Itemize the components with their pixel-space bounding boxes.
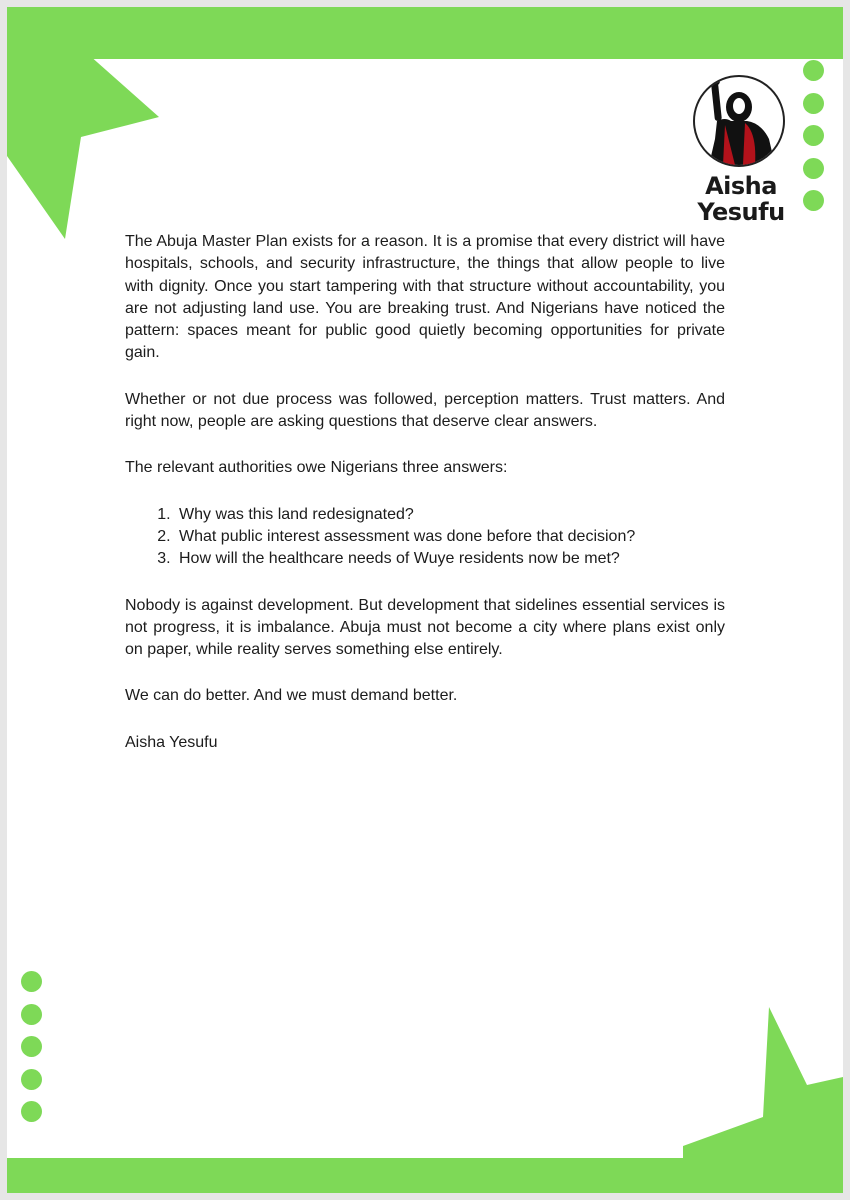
logo-name-first: Aisha bbox=[705, 172, 777, 200]
paragraph-three-answers: The relevant authorities owe Nigerians three answers: bbox=[125, 459, 508, 477]
signature: Aisha Yesufu bbox=[125, 733, 218, 751]
decorative-dot bbox=[803, 125, 824, 146]
decorative-dot bbox=[21, 1069, 42, 1090]
decorative-dot bbox=[803, 93, 824, 114]
bottom-green-band bbox=[7, 1158, 843, 1193]
list-item: 1. Why was this land redesignated? bbox=[175, 504, 725, 526]
logo-name-last: Yesufu bbox=[697, 198, 785, 226]
bottom-right-star-decoration bbox=[683, 1007, 843, 1158]
paragraph-perception: Whether or not due process was followed, perception matters. Trust matters. And right now, people are asking questions that deserve clear answers. bbox=[125, 390, 725, 431]
decorative-dot bbox=[21, 1101, 42, 1122]
letter-page bbox=[7, 7, 843, 1193]
decorative-dot bbox=[803, 60, 824, 81]
list-item: 2. What public interest assessment was done before that decision? bbox=[175, 526, 725, 548]
paragraph-master-plan: The Abuja Master Plan exists for a reason. It is a promise that every district will have hospitals, schools, and security infrastructure, the things that allow people to live with dignity. Once you start tampering with that structure without accountability, you are not adjusting land use. You are breaking trust. And Nigerians have noticed the pattern: spaces meant for public good quietly becoming opportunities for private gain. bbox=[125, 233, 725, 362]
decorative-dot bbox=[21, 971, 42, 992]
decorative-dot bbox=[21, 1004, 42, 1025]
paragraph-demand-better: We can do better. And we must demand better. bbox=[125, 687, 458, 705]
logo-emblem bbox=[693, 75, 785, 167]
paragraph-development: Nobody is against development. But development that sidelines essential services is not progress, it is imbalance. Abuja must not become a city where plans exist only on paper, while reality serves something else entirely. bbox=[125, 596, 725, 659]
logo-name bbox=[690, 173, 792, 225]
decorative-dot bbox=[803, 190, 824, 211]
letter-body bbox=[125, 231, 725, 778]
left-dot-column bbox=[21, 971, 45, 1134]
decorative-dot bbox=[803, 158, 824, 179]
right-dot-column bbox=[803, 60, 827, 223]
questions-list bbox=[125, 504, 725, 571]
raised-fist-woman-icon bbox=[695, 77, 783, 165]
list-item: 3. How will the healthcare needs of Wuye residents now be met? bbox=[175, 548, 725, 570]
decorative-dot bbox=[21, 1036, 42, 1057]
top-left-star-decoration bbox=[7, 59, 167, 239]
top-green-band bbox=[7, 7, 843, 59]
